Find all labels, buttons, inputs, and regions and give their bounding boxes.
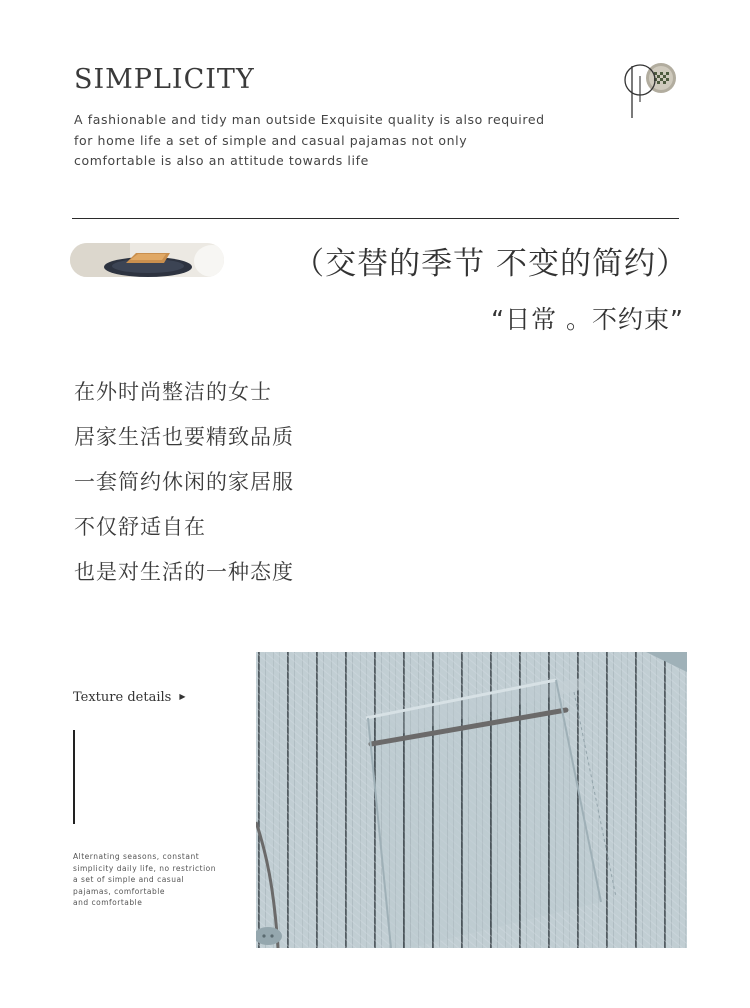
caption-line: and comfortable xyxy=(73,898,143,907)
poem-line: 一套简约休闲的家居服 xyxy=(74,470,294,494)
intro-line: for home life a set of simple and casual pajamas not only xyxy=(74,132,468,148)
poem-text xyxy=(74,370,294,595)
brand-monogram-icon xyxy=(618,60,682,124)
striped-pajama-pocket-photo xyxy=(256,652,687,948)
play-arrow-icon: ▶ xyxy=(179,692,186,701)
section-divider xyxy=(72,218,679,219)
caption-line: a set of simple and casual xyxy=(73,875,185,884)
caption-line: simplicity daily life, no restriction xyxy=(73,863,216,873)
toast-plate-photo xyxy=(70,243,224,277)
texture-details-label xyxy=(73,690,185,705)
poem-line: 在外时尚整洁的女士 xyxy=(74,380,272,404)
headline: （交替的季节 不变的简约） xyxy=(293,246,688,282)
caption-line: pajamas, comfortable xyxy=(73,886,165,896)
intro-line: comfortable is also an attitude towards life xyxy=(74,153,369,168)
intro-line: A fashionable and tidy man outside Exquisite quality is also required xyxy=(74,112,545,127)
caption-text xyxy=(73,851,243,909)
vertical-accent-line xyxy=(73,730,75,824)
page-title: SIMPLICITY xyxy=(74,64,255,95)
poem-line: 不仅舒适自在 xyxy=(74,515,206,539)
texture-details-text: Texture details xyxy=(73,690,172,705)
intro-text xyxy=(74,110,594,172)
subheadline: “日常 。不约束” xyxy=(491,305,684,334)
caption-line: Alternating seasons, constant xyxy=(73,852,200,861)
poem-line: 居家生活也要精致品质 xyxy=(74,425,294,449)
poem-line: 也是对生活的一种态度 xyxy=(74,560,294,584)
